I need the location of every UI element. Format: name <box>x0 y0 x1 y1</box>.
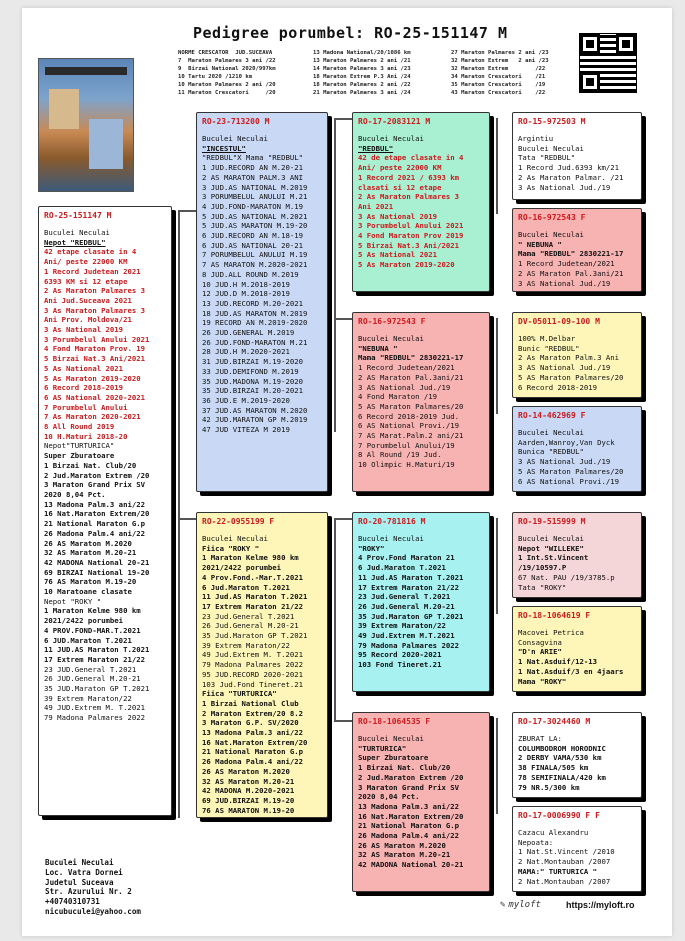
pigeon-info-line: 1 Nat.Asduif/12-13 <box>518 657 598 667</box>
pigeon-info-line: 4 Prov.Fond Maraton 21 <box>358 553 455 563</box>
pigeon-info-line: 7 AS MARATON M.2020-2021 <box>202 260 308 270</box>
pigeon-card-gg-2[interactable] <box>512 208 642 292</box>
pigeon-info-line: 32 AS Maraton M.20-21 <box>202 776 295 786</box>
pigeon-info-line: 2021/2422 porumbei <box>202 563 282 573</box>
pigeon-info-line: 3 Maraton G.P. SV/2020 <box>202 718 299 728</box>
pigeon-info-line: Tata "ROKY" <box>518 582 567 592</box>
page-title: Pedigree porumbel: RO-25-151147 M <box>193 24 508 42</box>
pigeon-info-line: Buculei Neculai <box>202 534 268 543</box>
pigeon-info-line: 4 JUD.FOND-MARATON M.19 <box>202 201 304 211</box>
pigeon-info-line: Fiica "TURTURICA" <box>202 689 277 699</box>
pigeon-info-line: 26 Jud.General M.20-21 <box>358 601 455 611</box>
text-line: 21 Maraton Palmares 3 ani /24 <box>313 89 411 96</box>
pigeon-info-line: MAMA:" TURTURICA " <box>518 866 598 876</box>
pigeon-info-line: 26 Madona Palm.4 ani/22 <box>44 528 146 538</box>
pigeon-info-line: 3 Maraton Grand Prix SV <box>358 782 460 792</box>
pigeon-info-line: Buculei Neculai <box>358 734 424 743</box>
text-line: 34 Maraton Crescatori /21 <box>451 73 546 80</box>
pigeon-info-line: 5 Birzai Nat.3 Ani/2021 <box>44 354 146 364</box>
pigeon-info-line: 103 Jud.Fond Tineret.21 <box>202 679 304 689</box>
pigeon-info-line: 12 JUD.D M.2018-2019 <box>202 289 290 299</box>
pigeon-card-dam-sire[interactable] <box>352 512 490 692</box>
pigeon-info-line: 2 AS MARATON PALM.3 ANI <box>202 172 304 182</box>
pigeon-card-sire-dam[interactable] <box>352 312 490 492</box>
pigeon-info-line: 5 Birzai Nat.3 Ani/2021 <box>358 240 460 250</box>
pigeon-info-line: 3 AS National Jud./19 <box>518 278 611 288</box>
ring-number: RO-23-713200 M <box>202 117 270 126</box>
pigeon-info-line: 69 BIRZAI National 19-20 <box>44 567 150 577</box>
pigeon-info-line: 1 Birzai Nat. Club/20 <box>44 460 137 470</box>
pigeon-info-line: 1 Birzai Nat. Club/20 <box>358 763 451 773</box>
pigeon-info-line: 7 Porumbelul Anului <box>44 402 128 412</box>
pigeon-info-line: 42 MADONA National 20-21 <box>358 860 464 870</box>
pigeon-info-line: 6 AS National Provi./19 <box>358 421 460 431</box>
pigeon-info-line: 16 Nat.Maraton Extrem/20 <box>202 737 308 747</box>
pigeon-info-line: Buculei Neculai <box>44 228 110 237</box>
pigeon-info-line: 32 AS Maraton M.20-21 <box>44 548 137 558</box>
results-column-2 <box>313 50 411 97</box>
pigeon-info-line: 2 As Maraton Palm.3 Ani <box>518 353 620 363</box>
pigeon-info-line: 21 National Maraton G.p <box>202 747 304 757</box>
ring-number: RO-20-781816 M <box>358 517 426 526</box>
pigeon-info-line: ZBURAT LA: <box>518 734 562 743</box>
connector <box>496 118 498 214</box>
pigeon-info-line: 17 Extrem Maraton 21/22 <box>44 654 146 664</box>
ring-number: DV-05011-09-100 M <box>518 317 600 326</box>
pigeon-info-line: 13 JUD.RECORD M.20-2021 <box>202 298 304 308</box>
text-line: 32 Maraton Extrem /22 <box>451 65 546 72</box>
text-line: 11 Maraton Crescatori /20 <box>178 89 276 96</box>
ring-number: RO-15-972503 M <box>518 117 586 126</box>
pigeon-info-line: 100% M.Delbar <box>518 334 576 343</box>
pigeon-info-line: Nepot "WILLEKE" <box>518 543 584 553</box>
pigeon-info-line: 26 AS Maraton M.2020 <box>202 766 290 776</box>
pigeon-info-line: 26 Madona Palm.4 ani/22 <box>358 831 460 841</box>
pigeon-info-line: 35 JUD.Maraton GP T.2021 <box>44 684 150 694</box>
pigeon-info-line: 1 Nat.St.Vincent /2010 <box>518 847 615 857</box>
owner-contact <box>45 858 141 917</box>
pigeon-info-line: 7 AS Marat.Palm.2 ani/21 <box>358 431 464 441</box>
pigeon-info-line: 6 AS National Provi./19 <box>518 476 620 486</box>
pigeon-info-line: Buculei Neculai <box>202 134 268 143</box>
pigeon-card-gg-4[interactable] <box>512 406 642 492</box>
pigeon-info-line: 6 AS National 2020-2021 <box>44 392 146 402</box>
pigeon-info-line: 76 AS MARATON M.19-20 <box>202 805 295 815</box>
pigeon-info-line: 5 JUD.AS MARATON M.19-20 <box>202 221 308 231</box>
pigeon-info-line: 4 Fond Maraton Prov. 19 <box>44 344 146 354</box>
pigeon-info-line: "INCESTUL" <box>202 143 246 153</box>
pigeon-info-line: 10 JUD.H M.2018-2019 <box>202 279 290 289</box>
pigeon-info-line: 79 Madona Palmares 2022 <box>358 640 460 650</box>
pigeon-info-line: 5 As National 2021 <box>358 250 438 260</box>
pigeon-info-line: 13 Madona Palm.3 ani/22 <box>202 728 304 738</box>
qr-code[interactable] <box>579 33 637 93</box>
pigeon-info-line: 13 Madona Palm.3 ani/22 <box>44 499 146 509</box>
pigeon-info-line: 47 JUD VITEZA M 2019 <box>202 425 290 435</box>
pigeon-info-line: 6 Record 2018-2019 <box>44 383 124 393</box>
pigeon-info-line: 2 Jud.Maraton Extrem /20 <box>358 772 464 782</box>
pigeon-info-line: "REDBUL" <box>358 143 394 153</box>
pigeon-info-line: 49 Jud.Extrem M. T.2021 <box>202 650 304 660</box>
pigeon-info-line: "NEBUNA " <box>358 343 398 353</box>
pigeon-info-line: 69 JUD.BIRZAI M.19-20 <box>202 795 295 805</box>
pigeon-info-line: 3 PORUMBELUL ANULUI M.21 <box>202 192 308 202</box>
text-line: nicubuculei@yahoo.com <box>45 906 142 916</box>
connector <box>334 720 352 722</box>
pigeon-info-line: Buculei Neculai <box>518 230 584 239</box>
text-line: 18 Maraton Palmares 2 ani /22 <box>313 81 411 88</box>
text-line: 7 Maraton Palmares 3 ani /22 <box>178 57 276 64</box>
pigeon-info-line: 26 Jud.General M.20-21 <box>202 621 299 631</box>
text-line: Judetul Suceava <box>45 877 114 887</box>
pigeon-info-line: 2 As Maraton Palmares 3 <box>358 192 460 202</box>
pigeon-info-line: Argintiu <box>518 134 554 143</box>
pigeon-info-line: 2021/2422 porumbei <box>44 616 124 626</box>
text-line: 10 Tartu 2020 /1210 km <box>178 73 253 80</box>
pigeon-info-line: 2 AS Maraton Pal.3ani/21 <box>518 268 624 278</box>
pigeon-info-line: Buculei Neculai <box>518 534 584 543</box>
pigeon-info-line: 6 Jud.Maraton T.2021 <box>358 563 446 573</box>
loft-photo <box>38 58 134 192</box>
pigeon-info-line: Buculei Neculai <box>358 534 424 543</box>
pigeon-info-line: 26 JUD.FOND-MARATON M.21 <box>202 337 308 347</box>
pigeon-info-line: 35 JUD.BIRZAI M.20-2021 <box>202 386 304 396</box>
ring-number: RO-19-515999 M <box>518 517 586 526</box>
pigeon-info-line: Cazacu Alexandru <box>518 828 589 837</box>
pigeon-info-line: Bunica "REDBUL" <box>518 447 584 457</box>
ring-number: RO-16-972543 F <box>358 317 426 326</box>
myloft-logo: ✎ myloft <box>500 900 541 910</box>
pigeon-info-line: 31 JUD.BIRZAI M.19-2020 <box>202 357 304 367</box>
pigeon-info-line: 6 JUD.Maraton T.2021 <box>44 635 132 645</box>
pigeon-info-line: Bunic "REDBUL" <box>518 343 580 353</box>
pigeon-info-line: Nepot "ROKY " <box>44 596 102 606</box>
pigeon-info-line: 39 Extrem Maraton/22 <box>44 693 132 703</box>
ring-number: RO-18-1064535 F <box>358 717 431 726</box>
pigeon-info-line: 5 AS Maraton Palmares/20 <box>518 372 624 382</box>
pigeon-info-line: Fiica "ROKY " <box>202 543 260 553</box>
pigeon-info-line: 4 PROV.FOND-MAR.T.2021 <box>44 625 141 635</box>
pigeon-info-line: 3 AS National Jud./19 <box>518 457 611 467</box>
pigeon-info-line: 2 AS Maraton Pal.3ani/21 <box>358 372 464 382</box>
pigeon-info-line: 5 AS Maraton Palmares/20 <box>518 466 624 476</box>
pigeon-info-line: 7 As Maraton 2020-2021 <box>44 412 141 422</box>
pigeon-info-line: 1 Nat.Asduif/3 en 4jaars <box>518 666 624 676</box>
text-line: 43 Maraton Crescatori /22 <box>451 89 546 96</box>
pigeon-info-line: 6 Jud.Maraton T.2021 <box>202 582 290 592</box>
pigeon-card-dam-dam[interactable] <box>352 712 490 892</box>
text-line: NORME CRESCATOR JUD.SUCEAVA <box>178 50 273 56</box>
connector <box>334 518 336 722</box>
pigeon-info-line: 39 Extrem Maraton/22 <box>202 640 290 650</box>
text-line: 27 Maraton Palmares 2 ani /23 <box>451 50 549 56</box>
pigeon-info-line: 2 As Maraton Palmares 3 <box>44 286 146 296</box>
pigeon-info-line: 11 Jud.AS Maraton T.2021 <box>202 592 308 602</box>
pigeon-info-line: 8 Al Round /19 Jud. <box>358 450 442 460</box>
pigeon-info-line: 5 As National 2021 <box>44 363 124 373</box>
pigeon-info-line: 21 National Maraton G.p <box>44 519 146 529</box>
pigeon-info-line: Aarden,Wanroy,Van Dyck <box>518 437 615 447</box>
pigeon-info-line: 1 Record Judetean 2021 <box>44 266 141 276</box>
pigeon-info-line: 2 Jud.Maraton Extrem /20 <box>44 470 150 480</box>
website-link[interactable]: https://myloft.ro <box>566 900 635 910</box>
text-line: Str. Azurului Nr. 2 <box>45 887 132 897</box>
text-line: Loc. Vatra Dornei <box>45 867 123 877</box>
connector <box>496 518 498 614</box>
pigeon-info-line: Ani Jud.Suceava 2021 <box>44 295 132 305</box>
ring-number: RO-17-3024460 M <box>518 717 591 726</box>
pigeon-info-line: 76 AS Maraton M.19-20 <box>44 577 137 587</box>
pigeon-card-gg-8[interactable] <box>512 806 642 892</box>
pigeon-info-line: 1 Record Jud.6393 km/21 <box>518 163 620 173</box>
pigeon-info-line: 67 Nat. PAU /19/3785.p <box>518 572 615 582</box>
pigeon-info-line: 3 Maraton Grand Prix SV <box>44 480 146 490</box>
pigeon-info-line: 23 JUD.General T.2021 <box>44 664 137 674</box>
pigeon-info-line: 6 Record 2018-2019 Jud. <box>358 411 460 421</box>
pigeon-card-gg-3[interactable] <box>512 312 642 398</box>
pigeon-info-line: 11 JUD.AS Maraton T.2021 <box>44 645 150 655</box>
pigeon-info-line: 3 As National Jud./19 <box>518 182 611 192</box>
pigeon-info-line: 38 FINALA/505 km <box>518 763 589 773</box>
pigeon-info-line: 8 All Round 2019 <box>44 422 115 432</box>
pigeon-info-line: Buculei Neculai <box>358 334 424 343</box>
pigeon-info-line: 5 As Maraton 2019-2020 <box>358 260 455 270</box>
pigeon-card-sire-sire[interactable] <box>352 112 490 292</box>
pigeon-info-line: Nepot "REDBUL" <box>44 237 106 247</box>
pigeon-info-line: 2 Nat.Montauban /2007 <box>518 876 611 886</box>
pigeon-info-line: 16 Nat.Maraton Extrem/20 <box>358 811 464 821</box>
connector <box>496 318 498 414</box>
connector <box>334 318 352 320</box>
pigeon-info-line: 3 As Maraton Palmares 3 <box>44 305 146 315</box>
pigeon-info-line: Consagvina <box>518 637 562 647</box>
pigeon-card-sire[interactable] <box>196 112 328 492</box>
pigeon-card-gg-7[interactable] <box>512 712 642 798</box>
pigeon-info-line: 32 AS Maraton M.20-21 <box>358 850 451 860</box>
pigeon-info-line: 79 NR.5/300 km <box>518 782 580 792</box>
pigeon-info-line: 26 JUD.GENERAL M.2019 <box>202 328 295 338</box>
pigeon-info-line: 2 Maraton Extrem/20 8.2 <box>202 708 304 718</box>
ring-number: RO-17-0006990 F F <box>518 811 600 820</box>
pigeon-info-line: 26 Madona Palm.4 ani/22 <box>202 757 304 767</box>
connector <box>178 210 196 212</box>
pigeon-info-line: 26 AS Maraton M.2020 <box>44 538 132 548</box>
pigeon-info-line: 1 Record Judetean/2021 <box>518 259 615 269</box>
pigeon-info-line: " NEBUNA " <box>518 239 562 249</box>
pigeon-info-line: 10 H.Maturi 2018-20 <box>44 431 128 441</box>
pigeon-info-line: 10 Maratoane clasate <box>44 587 132 597</box>
ring-number: RO-22-0955199 F <box>202 517 275 526</box>
pigeon-card-gg-5[interactable] <box>512 512 642 598</box>
results-column-3 <box>451 50 549 97</box>
pigeon-info-line: Ani Prov. Moldova/21 <box>44 315 132 325</box>
pigeon-info-line: 23 Jud.General T.2021 <box>202 611 295 621</box>
connector <box>334 118 336 432</box>
pigeon-info-line: 4 Prov.Fond.-Mar.T.2021 <box>202 572 304 582</box>
pigeon-info-line: 1 Int.St.Vincent <box>518 553 589 563</box>
pigeon-info-line: 42 MADONA National 20-21 <box>44 557 150 567</box>
ring-number: RO-14-462969 F <box>518 411 586 420</box>
pigeon-card-gg-1[interactable] <box>512 112 642 200</box>
text-line: 14 Maraton Palmares 3 ani /23 <box>313 65 411 72</box>
pigeon-info-line: 78 SEMIFINALA/420 km <box>518 772 606 782</box>
pigeon-info-line: COLUMBODROM HORODNIC <box>518 743 606 753</box>
pigeon-info-line: "TURTURICA" <box>358 743 407 753</box>
pigeon-info-line: 8 JUD.ALL ROUND M.2019 <box>202 269 299 279</box>
pigeon-info-line: 3 AS National Jud./19 <box>358 382 451 392</box>
pigeon-info-line: 35 Jud.Maraton GP T.2021 <box>358 611 464 621</box>
pigeon-info-line: 42 de etape clasate in 4 <box>358 153 464 163</box>
text-line: 9 Birzai National 2020/997km <box>178 65 276 72</box>
text-line: 35 Maraton Crescatori /19 <box>451 81 546 88</box>
connector <box>496 718 498 814</box>
pigeon-info-line: 6 JUD.AS NATIONAL 20-21 <box>202 240 304 250</box>
pigeon-info-line: 1 Birzai National Club <box>202 698 299 708</box>
pigeon-info-line: 103 Fond Tineret.21 <box>358 660 442 670</box>
pigeon-info-line: Buculei Neculai <box>358 134 424 143</box>
pigeon-info-line: 11 Jud.AS Maraton T.2021 <box>358 572 464 582</box>
pigeon-info-line: 26 AS Maraton M.2020 <box>358 840 446 850</box>
pigeon-info-line: 18 JUD.AS MARATON M.2019 <box>202 308 308 318</box>
pigeon-info-line: "REDBUL"X Mama "REDBUL" <box>202 153 304 163</box>
pigeon-info-line: 3 AS National Jud./19 <box>518 363 611 373</box>
pigeon-info-line: Mama "ROKY" <box>518 676 567 686</box>
pigeon-info-line: 42 etape clasate in 4 <box>44 247 137 257</box>
pigeon-info-line: 10 Olimpic H.Maturi/19 <box>358 460 455 470</box>
pigeon-info-line: Super Zburatoare <box>44 451 115 461</box>
pigeon-info-line: 4 Fond Maraton Prov 2019 <box>358 231 464 241</box>
text-line: 32 Maraton Extrem 2 ani /23 <box>451 57 549 64</box>
pigeon-info-line: 2020 8,04 Pct. <box>358 792 420 802</box>
pigeon-info-line: 2020 8,04 Pct. <box>44 489 106 499</box>
pigeon-info-line: 95 Record 2020-2021 <box>358 650 442 660</box>
pigeon-info-line: 3 JUD.AS NATIONAL M.2019 <box>202 182 308 192</box>
pigeon-info-line: 5 As Maraton 2019-2020 <box>44 373 141 383</box>
pigeon-info-line: Mama "REDBUL" 2830221-17 <box>358 353 464 363</box>
pigeon-info-line: 3 Porumbelul Anului 2021 <box>44 334 150 344</box>
pigeon-info-line: 21 National Maraton G.p <box>358 821 460 831</box>
pigeon-info-line: 3 As National 2019 <box>358 211 438 221</box>
ring-number: RO-25-151147 M <box>44 211 112 220</box>
pigeon-info-line: 35 JUD.MADONA M.19-2020 <box>202 376 304 386</box>
pigeon-info-line: 5 AS Maraton Palmares/20 <box>358 401 464 411</box>
pigeon-info-line: 1 Record Judetean/2021 <box>358 363 455 373</box>
pigeon-info-line: clasati si 12 etape <box>358 182 442 192</box>
pigeon-info-line: 33 JUD.DEMIFOND M.2019 <box>202 366 299 376</box>
pigeon-info-line: 42 JUD.MARATON GP M.2019 <box>202 415 308 425</box>
pigeon-info-line: Ani/ peste 22000 KM <box>44 257 128 267</box>
connector <box>178 518 196 520</box>
pigeon-info-line: Ani 2021 <box>358 201 394 211</box>
pigeon-info-line: 23 Jud.General T.2021 <box>358 592 451 602</box>
text-line: Buculei Neculai <box>45 858 114 867</box>
ring-number: RO-18-1064619 F <box>518 611 591 620</box>
pigeon-info-line: Nepoata: <box>518 837 554 847</box>
pigeon-info-line: /19/10597.P <box>518 563 567 573</box>
pigeon-info-line: 6 JUD.RECORD AN M.18-19 <box>202 231 304 241</box>
pigeon-info-line: 28 JUD.H M.2020-2021 <box>202 347 290 357</box>
pigeon-info-line: Mama "REDBUL" 2830221-17 <box>518 249 624 259</box>
pigeon-card-main[interactable] <box>38 206 172 816</box>
pigeon-info-line: Macovei Petrica <box>518 628 584 637</box>
text-line: +40740310731 <box>45 897 100 907</box>
connector <box>334 118 352 120</box>
pigeon-info-line: Super Zburatoare <box>358 753 429 763</box>
pigeon-info-line: 49 Jud.Extrem M.T.2021 <box>358 631 455 641</box>
pigeon-info-line: Tata "REDBUL" <box>518 153 576 163</box>
pigeon-info-line: 4 Fond Maraton /19 <box>358 392 438 402</box>
pigeon-info-line: "D'n ARIE" <box>518 647 562 657</box>
pigeon-info-line: 19 RECORD AN M.2019-2020 <box>202 318 308 328</box>
pigeon-info-line: 1 Maraton Kelme 980 km <box>202 553 299 563</box>
pigeon-info-line: Nepot"TURTURICA" <box>44 441 115 451</box>
pigeon-info-line: 3 As National 2019 <box>44 325 124 335</box>
pigeon-info-line: 42 MADONA M.2020-2021 <box>202 786 295 796</box>
pigeon-info-line: 2 As Maraton Palmar. /21 <box>518 172 624 182</box>
text-line: 18 Maraton Extrem P.3 Ani /24 <box>313 73 411 80</box>
pigeon-info-line: 7 Porumbelul Anului/19 <box>358 440 455 450</box>
connector <box>178 210 180 818</box>
pigeon-info-line: 7 PORUMBELUL ANULUI M.19 <box>202 250 308 260</box>
pigeon-info-line: Buculei Neculai <box>518 428 584 437</box>
pigeon-info-line: 2 DERBY VAMA/530 km <box>518 753 602 763</box>
text-line: 13 Madona National/20/1086 km <box>313 50 411 56</box>
pigeon-info-line: 6 Record 2018-2019 <box>518 382 598 392</box>
pigeon-info-line: 17 Extrem Maraton 21/22 <box>202 601 304 611</box>
pigeon-info-line: 35 Jud.Maraton GP T.2021 <box>202 631 308 641</box>
pigeon-info-line: 3 Porumbelul Anului 2021 <box>358 221 464 231</box>
pigeon-info-line: 13 Madona Palm.3 ani/22 <box>358 801 460 811</box>
pigeon-info-line: Ani/ peste 22000 KM <box>358 163 442 173</box>
pigeon-info-line: 16 Nat.Maraton Extrem/20 <box>44 509 150 519</box>
pigeon-info-line: 26 JUD.General M.20-21 <box>44 674 141 684</box>
pigeon-info-line: 6393 KM si 12 etape <box>44 276 128 286</box>
pigeon-info-line: 39 Extrem Maraton/22 <box>358 621 446 631</box>
pigeon-info-line: 36 JUD.E M.2019-2020 <box>202 395 290 405</box>
connector <box>334 518 352 520</box>
pigeon-info-line: 79 Madona Palmares 2022 <box>202 660 304 670</box>
pigeon-info-line: Buculei Neculai <box>518 143 584 153</box>
pigeon-info-line: 37 JUD.AS MARATON M.2020 <box>202 405 308 415</box>
pigeon-info-line: 1 Record 2021 / 6393 km <box>358 172 460 182</box>
results-column-1 <box>178 50 276 97</box>
pigeon-info-line: "ROKY" <box>358 543 385 553</box>
pigeon-card-dam[interactable] <box>196 512 328 818</box>
text-line: 10 Maraton Palmares 2 ani /20 <box>178 81 276 88</box>
text-line: 13 Maraton Palmares 2 ani /21 <box>313 57 411 64</box>
pigeon-info-line: 1 JUD.RECORD AN M.20-21 <box>202 163 304 173</box>
ring-number: RO-16-972543 F <box>518 213 586 222</box>
pigeon-info-line: 2 Nat.Montauban /2007 <box>518 857 611 867</box>
pigeon-info-line: 49 JUD.Extrem M. T.2021 <box>44 703 146 713</box>
pigeon-info-line: 79 Madona Palmares 2022 <box>44 713 146 723</box>
pigeon-info-line: 95 JUD.RECORD 2020-2021 <box>202 669 304 679</box>
ring-number: RO-17-2083121 M <box>358 117 431 126</box>
pigeon-info-line: 17 Extrem Maraton 21/22 <box>358 582 460 592</box>
pigeon-info-line: 1 Maraton Kelme 980 km <box>44 606 141 616</box>
pigeon-card-gg-6[interactable] <box>512 606 642 692</box>
pigeon-info-line: 5 JUD.AS NATIONAL M.2021 <box>202 211 308 221</box>
